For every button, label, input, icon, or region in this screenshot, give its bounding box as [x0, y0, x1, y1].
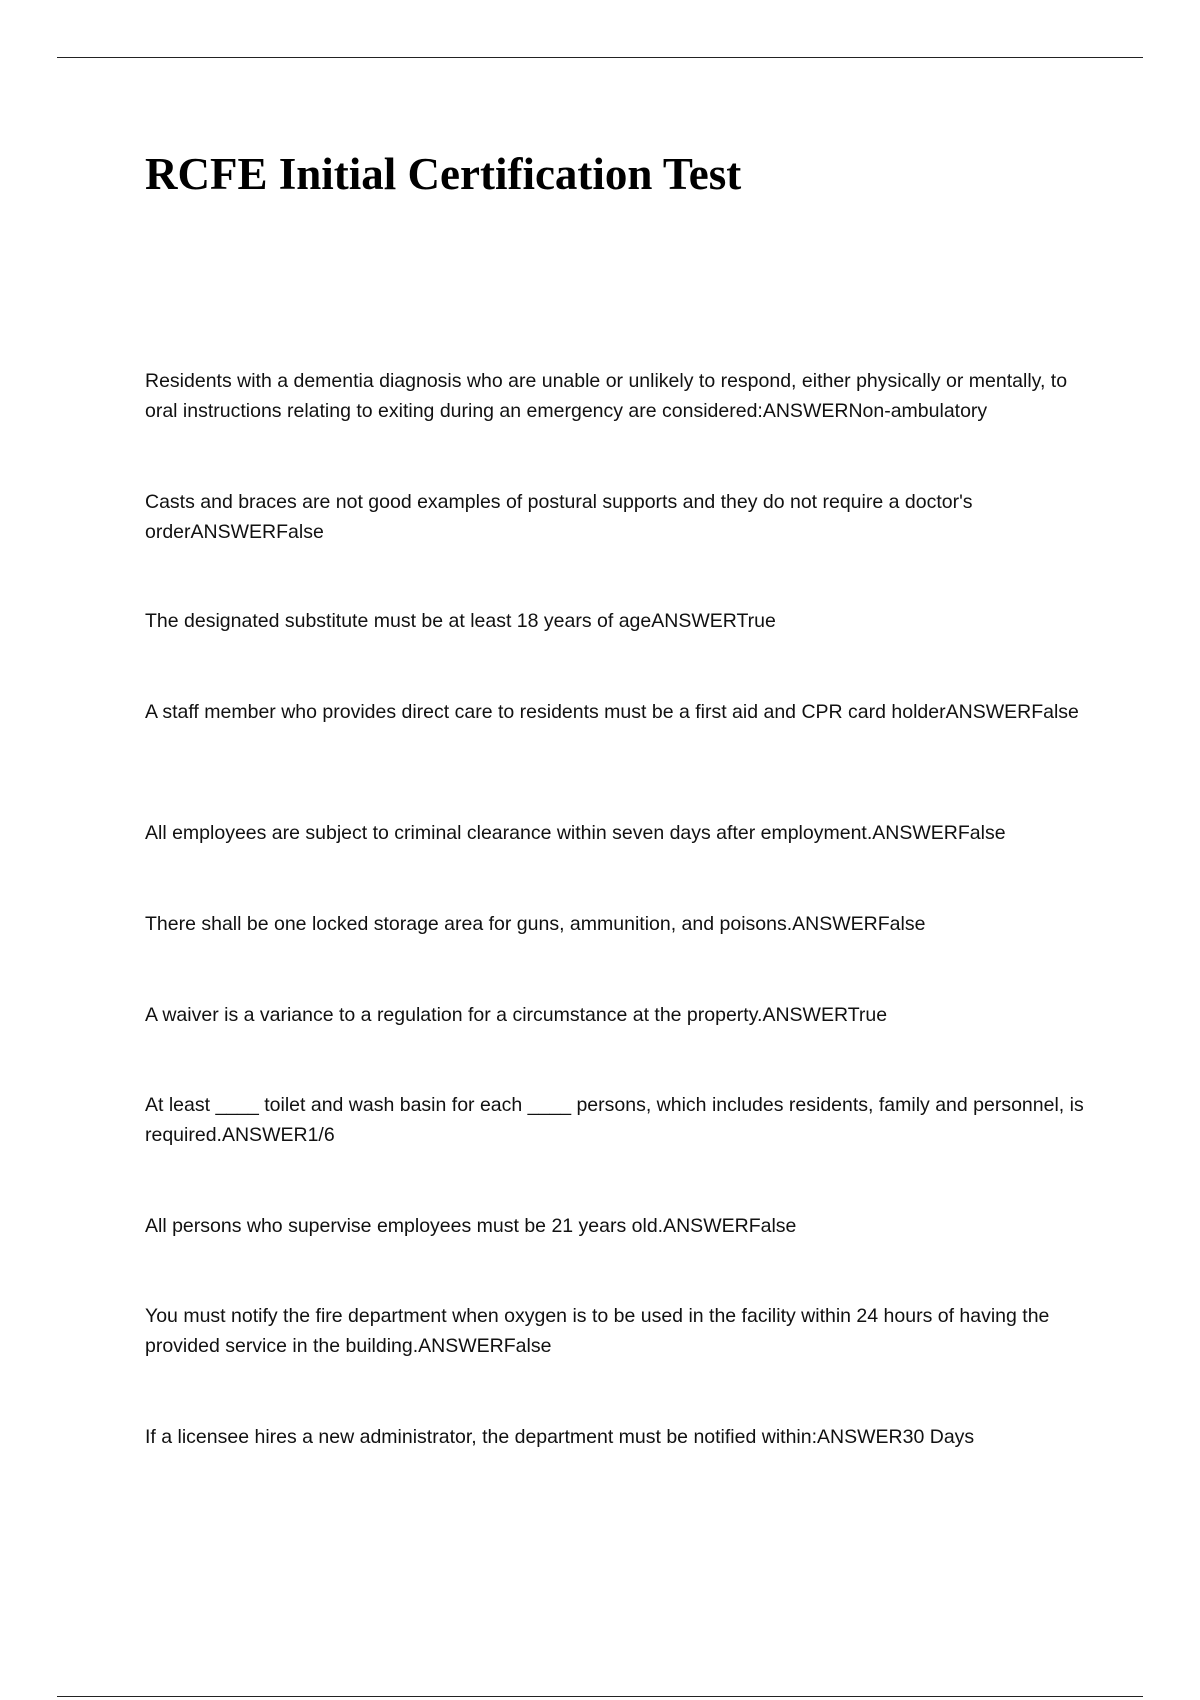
question-text: At least ____ toilet and wash basin for each ____ persons, which includes residents, family and personnel, is required.	[145, 1094, 1084, 1146]
answer-label: ANSWER	[817, 1426, 903, 1448]
qa-item-9	[145, 1211, 1095, 1241]
answer-value: True	[847, 1004, 888, 1026]
answer-label: ANSWER	[663, 1215, 749, 1237]
question-text: All employees are subject to criminal clearance within seven days after employment.	[145, 822, 873, 844]
qa-item-2	[145, 487, 1095, 547]
answer-label: ANSWER	[762, 400, 849, 422]
question-text: The designated substitute must be at least 18 years of age	[145, 610, 652, 632]
answer-label: ANSWER	[792, 913, 878, 935]
bottom-rule	[57, 1696, 1143, 1697]
page-title: RCFE Initial Certification Test	[145, 149, 742, 199]
answer-label: ANSWER	[762, 1004, 848, 1026]
answer-value: False	[1031, 701, 1079, 723]
qa-item-3	[145, 606, 1095, 636]
answer-label: ANSWER	[651, 610, 737, 632]
answer-value: False	[957, 822, 1006, 844]
answer-value: False	[276, 521, 324, 543]
answer-value: False	[503, 1335, 552, 1357]
qa-item-4	[145, 697, 1095, 727]
qa-item-1	[145, 366, 1095, 426]
question-text: All persons who supervise employees must be 21 years old.	[145, 1215, 664, 1237]
answer-label: ANSWER	[418, 1335, 504, 1357]
qa-item-11	[145, 1422, 1095, 1452]
answer-label: ANSWER	[945, 701, 1032, 723]
answer-value: 1/6	[307, 1124, 335, 1146]
qa-item-10	[145, 1301, 1095, 1361]
question-text: There shall be one locked storage area for guns, ammunition, and poisons.	[145, 913, 793, 935]
answer-value: False	[748, 1215, 797, 1237]
answer-label: ANSWER	[221, 1124, 308, 1146]
question-text: Casts and braces are not good examples of postural supports and they do not require a doctor's order	[145, 491, 973, 543]
qa-item-6	[145, 909, 1095, 939]
answer-value: True	[736, 610, 776, 632]
question-text: A staff member who provides direct care to residents must be a first aid and CPR card holder	[145, 701, 946, 723]
answer-value: False	[877, 913, 926, 935]
question-text: A waiver is a variance to a regulation for a circumstance at the property.	[145, 1004, 763, 1026]
answer-label: ANSWER	[190, 521, 277, 543]
question-text: Residents with a dementia diagnosis who are unable or unlikely to respond, either physically or mentally, to oral instructions relating to exiting during an emergency are considered:	[145, 370, 1068, 422]
question-text: If a licensee hires a new administrator, the department must be notified within:	[145, 1426, 818, 1448]
question-text: You must notify the fire department when oxygen is to be used in the facility within 24 hours of having the provided service in the building.	[145, 1305, 1050, 1357]
answer-value: 30 Days	[902, 1426, 975, 1448]
qa-item-7	[145, 1000, 1095, 1030]
answer-label: ANSWER	[872, 822, 958, 844]
top-rule	[57, 57, 1143, 58]
qa-item-8	[145, 1090, 1095, 1150]
answer-value: Non-ambulatory	[848, 400, 988, 422]
qa-item-5	[145, 818, 1095, 848]
